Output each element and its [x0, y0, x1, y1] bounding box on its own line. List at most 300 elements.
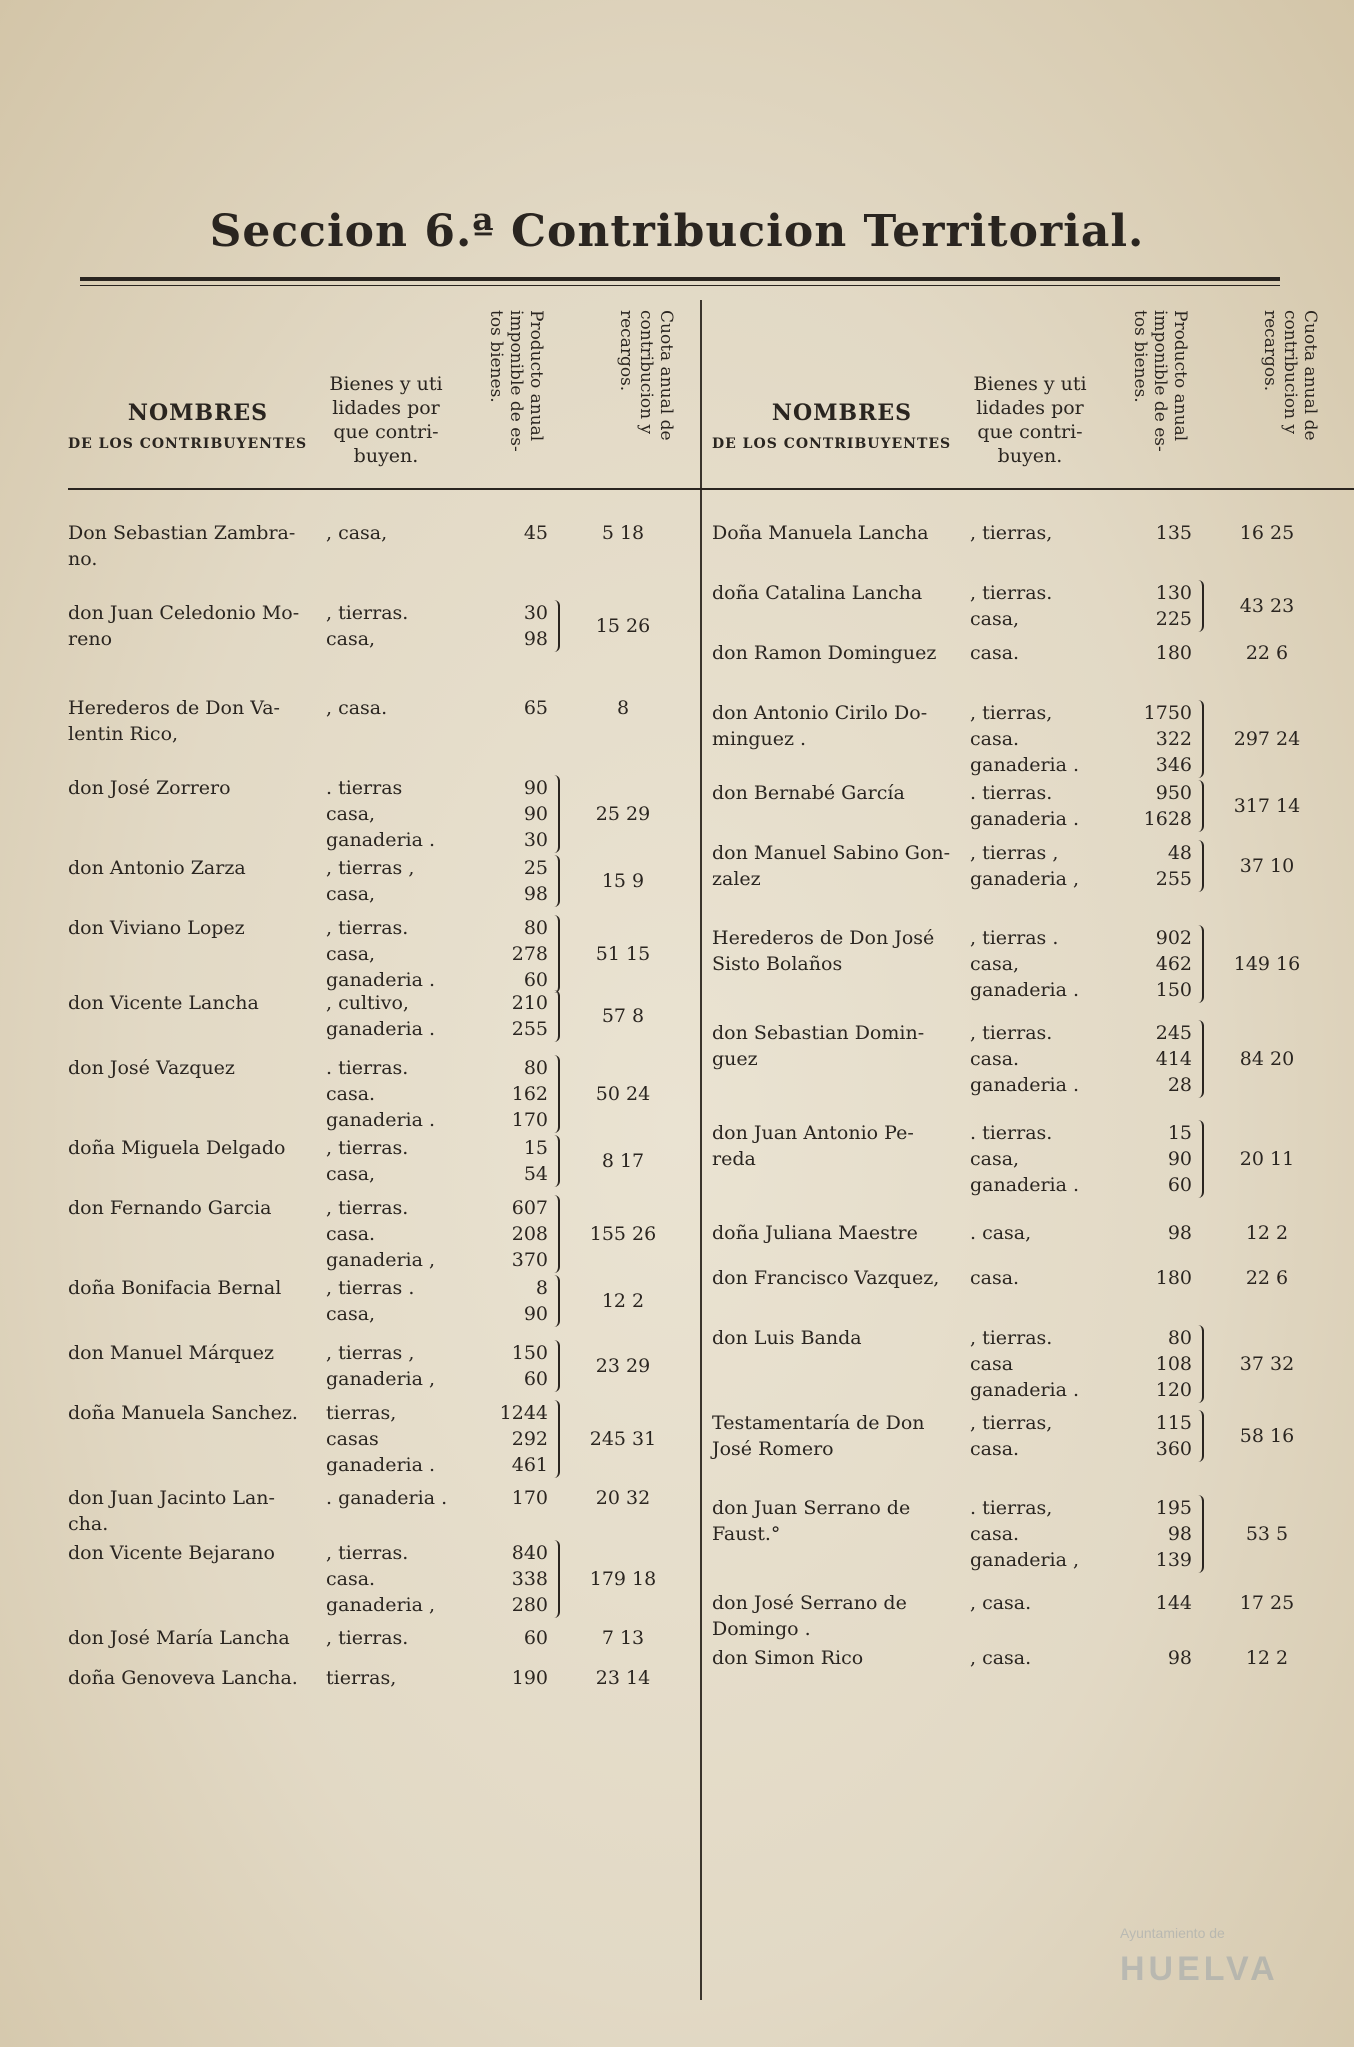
product-values: [498, 990, 548, 1042]
quota-value: 12 2: [601, 1290, 645, 1312]
property-item: , tierras.: [326, 1137, 409, 1159]
brace: [552, 600, 560, 652]
product-value: 280: [511, 1594, 548, 1616]
product-values: [498, 520, 548, 546]
property-item: , tierras.: [326, 917, 409, 939]
product-value: 950: [1155, 782, 1192, 804]
contributor-name: don Juan Celedonio Mo- reno: [68, 602, 300, 650]
property-item: , cultivo,: [326, 992, 409, 1014]
product-value: 278: [511, 943, 548, 965]
product-values: [498, 1540, 548, 1618]
quota-value: 84 20: [1239, 1048, 1295, 1070]
product-values: [1142, 1410, 1192, 1462]
product-value: 80: [523, 917, 548, 939]
property-item: ganaderia .: [970, 1074, 1080, 1096]
quota-value: 15 26: [595, 615, 651, 637]
quota-value: 57 8: [601, 1005, 645, 1027]
contributor-name: don Sebastian Domin- guez: [712, 1022, 925, 1070]
product-value: 98: [523, 628, 548, 650]
property-item: , tierras.: [970, 1022, 1053, 1044]
property-item: . ganaderia .: [326, 1487, 448, 1509]
property-item: casa.: [326, 1223, 376, 1245]
contributor-name: don José María Lancha: [68, 1627, 290, 1649]
product-value: 462: [1155, 953, 1192, 975]
product-values: [1142, 1645, 1192, 1671]
property-item: ganaderia .: [326, 829, 436, 851]
contributor-name: don José Zorrero: [68, 777, 231, 799]
product-value: 210: [511, 992, 548, 1014]
property-item: ganaderia ,: [326, 1249, 436, 1271]
property-item: casa.: [970, 642, 1020, 664]
property-item: casa,: [326, 803, 376, 825]
property-item: , casa.: [970, 1592, 1032, 1614]
property-item: casa.: [326, 1568, 376, 1590]
property-item: . casa,: [970, 1222, 1032, 1244]
property-list: [326, 1195, 466, 1273]
contributor-name: Herederos de Don José Sisto Bolaños: [712, 927, 935, 975]
product-value: 60: [523, 969, 548, 991]
product-values: [498, 1275, 548, 1327]
property-item: . tierras.: [970, 782, 1053, 804]
product-values: [1142, 1265, 1192, 1291]
product-values: [1142, 580, 1192, 632]
product-value: 15: [523, 1137, 548, 1159]
product-values: [498, 695, 548, 721]
property-item: casa.: [970, 1523, 1020, 1545]
property-item: , tierras.: [326, 1627, 409, 1649]
product-value: 25: [523, 857, 548, 879]
product-value: 80: [523, 1057, 548, 1079]
property-list: [970, 1325, 1110, 1403]
brace: [552, 915, 560, 993]
product-value: 360: [1155, 1438, 1192, 1460]
product-values: [1142, 700, 1192, 778]
table-header: [712, 300, 1330, 476]
contributor-name: don Ramon Dominguez: [712, 642, 937, 664]
property-item: casa.: [326, 1083, 376, 1105]
cuota-header: Cuota anual de contribucion y recargos.: [616, 310, 676, 441]
product-value: 840: [511, 1542, 548, 1564]
product-values: [1142, 780, 1192, 832]
property-item: , tierras ,: [326, 857, 415, 879]
names-header: [68, 400, 328, 452]
quota-value: 20 32: [595, 1487, 651, 1509]
property-item: , tierras.: [970, 1327, 1053, 1349]
property-list: [970, 1020, 1110, 1098]
brace: [552, 1275, 560, 1327]
property-list: [970, 925, 1110, 1003]
property-item: casa,: [970, 608, 1020, 630]
watermark-logo-text: HUELVA: [1120, 1950, 1279, 1988]
product-values: [1142, 1020, 1192, 1098]
property-list: [326, 855, 466, 907]
contributor-name: don Juan Serrano de Faust.°: [712, 1497, 911, 1545]
property-item: ganaderia .: [326, 1018, 436, 1040]
contributor-name: Testamentaría de Don José Romero: [712, 1412, 925, 1460]
product-value: 150: [1155, 979, 1192, 1001]
property-item: , tierras ,: [326, 1342, 415, 1364]
contributor-name: don Antonio Zarza: [68, 857, 246, 879]
brace: [1196, 700, 1204, 778]
property-item: casa: [970, 1353, 1014, 1375]
product-value: 255: [1155, 868, 1192, 890]
property-item: casa.: [970, 1438, 1020, 1460]
names-header-small: DE LOS CONTRIBUYENTES: [712, 436, 952, 452]
quota-value: 23 14: [595, 1667, 651, 1689]
title-rule: [80, 277, 1280, 281]
product-value: 607: [511, 1197, 548, 1219]
column-divider: [700, 300, 702, 2000]
product-values: [1142, 640, 1192, 666]
quota-value: 37 10: [1239, 855, 1295, 877]
product-value: 225: [1155, 608, 1192, 630]
property-item: tierras,: [326, 1402, 397, 1424]
product-values: [498, 775, 548, 853]
product-value: 60: [1167, 1174, 1192, 1196]
property-item: ganaderia .: [970, 1174, 1080, 1196]
property-list: [326, 990, 466, 1042]
property-item: ganaderia .: [970, 808, 1080, 830]
property-item: ganaderia .: [326, 1454, 436, 1476]
property-item: casa,: [970, 953, 1020, 975]
property-item: , tierras.: [326, 1197, 409, 1219]
contributor-name: doña Bonifacia Bernal: [68, 1277, 282, 1299]
quota-value: 22 6: [1245, 642, 1289, 664]
cuota-header: Cuota anual de contribucion y recargos.: [1260, 310, 1320, 441]
property-item: ganaderia .: [326, 1109, 436, 1131]
property-list: [326, 1665, 466, 1691]
property-list: [326, 775, 466, 853]
quota-value: 179 18: [589, 1568, 657, 1590]
contributor-name: doña Manuela Sanchez.: [68, 1402, 298, 1424]
brace: [1196, 780, 1204, 832]
property-list: [970, 640, 1110, 666]
product-value: 120: [1155, 1379, 1192, 1401]
property-list: [326, 1340, 466, 1392]
quota-value: 149 16: [1233, 953, 1301, 975]
quota-value: 50 24: [595, 1083, 651, 1105]
property-item: , tierras ,: [970, 842, 1059, 864]
product-value: 98: [523, 883, 548, 905]
product-value: 130: [1155, 582, 1192, 604]
bienes-header: Bienes y uti lidades por que contri- buyen.: [329, 373, 443, 467]
contributor-name: doña Genoveva Lancha.: [68, 1667, 298, 1689]
property-list: [970, 700, 1110, 778]
property-item: , casa.: [970, 1647, 1032, 1669]
property-item: tierras,: [326, 1667, 397, 1689]
quota-value: 17 25: [1239, 1592, 1295, 1614]
property-list: [970, 840, 1110, 892]
quota-value: 16 25: [1239, 522, 1295, 544]
product-values: [498, 1135, 548, 1187]
property-item: , tierras,: [970, 702, 1053, 724]
quota-value: 37 32: [1239, 1353, 1295, 1375]
contributor-name: don Juan Antonio Pe- reda: [712, 1122, 914, 1170]
title-rule-thin: [80, 285, 1280, 286]
left-column: [68, 300, 686, 2000]
product-values: [498, 600, 548, 652]
contributor-name: don Manuel Márquez: [68, 1342, 275, 1364]
property-item: casa,: [326, 943, 376, 965]
property-item: ganaderia .: [970, 754, 1080, 776]
brace: [1196, 1020, 1204, 1098]
product-value: 65: [523, 697, 548, 719]
contributor-name: don Antonio Cirilo Do- minguez .: [712, 702, 928, 750]
property-item: , casa.: [326, 697, 388, 719]
property-item: . tierras.: [326, 1057, 409, 1079]
quota-value: 43 23: [1239, 595, 1295, 617]
product-value: 255: [511, 1018, 548, 1040]
product-value: 322: [1155, 728, 1192, 750]
brace: [1196, 925, 1204, 1003]
section-title: Seccion 6.ª Contribucion Territorial.: [209, 206, 1145, 257]
property-list: [326, 1485, 466, 1511]
brace: [1196, 840, 1204, 892]
product-value: 346: [1155, 754, 1192, 776]
brace: [552, 1195, 560, 1273]
property-item: ganaderia ,: [970, 1549, 1080, 1571]
property-item: , tierras,: [970, 1412, 1053, 1434]
property-item: , tierras .: [970, 927, 1059, 949]
product-value: 370: [511, 1249, 548, 1271]
quota-value: 317 14: [1233, 795, 1301, 817]
quota-value: 58 16: [1239, 1425, 1295, 1447]
product-value: 162: [511, 1083, 548, 1105]
property-item: casa.: [970, 728, 1020, 750]
product-values: [1142, 1120, 1192, 1198]
property-item: casa,: [326, 1163, 376, 1185]
product-values: [498, 1665, 548, 1691]
product-value: 292: [511, 1428, 548, 1450]
product-value: 180: [1155, 1267, 1192, 1289]
property-item: casa.: [970, 1267, 1020, 1289]
product-value: 30: [523, 829, 548, 851]
product-value: 414: [1155, 1048, 1192, 1070]
brace: [552, 1340, 560, 1392]
watermark-subtext: Ayuntamiento de: [1120, 1925, 1225, 1941]
property-list: [326, 1055, 466, 1133]
quota-value: 297 24: [1233, 728, 1301, 750]
product-value: 195: [1155, 1497, 1192, 1519]
product-value: 338: [511, 1568, 548, 1590]
product-values: [498, 1400, 548, 1478]
quota-value: 5 18: [601, 522, 645, 544]
brace: [552, 1540, 560, 1618]
product-value: 60: [523, 1627, 548, 1649]
product-value: 98: [1167, 1222, 1192, 1244]
product-value: 8: [535, 1277, 548, 1299]
product-value: 90: [523, 803, 548, 825]
property-list: [326, 600, 466, 652]
table-header: [68, 300, 686, 476]
contributor-name: don José Vazquez: [68, 1057, 235, 1079]
property-item: . tierras.: [970, 1122, 1053, 1144]
property-item: , tierras.: [326, 602, 409, 624]
property-item: , tierras .: [326, 1277, 415, 1299]
product-value: 90: [1167, 1148, 1192, 1170]
contributor-name: don Vicente Bejarano: [68, 1542, 275, 1564]
contributor-name: don Manuel Sabino Gon- zalez: [712, 842, 951, 890]
product-value: 115: [1155, 1412, 1192, 1434]
quota-value: 7 13: [601, 1627, 645, 1649]
property-item: . tierras: [326, 777, 403, 799]
property-item: casa,: [326, 883, 376, 905]
quota-value: 15 9: [601, 870, 645, 892]
property-list: [326, 1275, 466, 1327]
product-value: 245: [1155, 1022, 1192, 1044]
property-item: casas: [326, 1428, 379, 1450]
product-values: [498, 855, 548, 907]
product-value: 1244: [499, 1402, 548, 1424]
contributor-name: don Bernabé García: [712, 782, 905, 804]
quota-value: 8 17: [601, 1150, 645, 1172]
product-values: [1142, 1590, 1192, 1616]
brace: [1196, 1325, 1204, 1403]
product-values: [1142, 1325, 1192, 1403]
right-column: [712, 300, 1330, 2000]
product-value: 48: [1167, 842, 1192, 864]
contributor-name: don José Serrano de Domingo .: [712, 1592, 907, 1640]
producto-header: Producto anual imponible de es- tos bienes.: [486, 310, 546, 452]
producto-header: Producto anual imponible de es- tos bienes.: [1130, 310, 1190, 452]
property-item: ganaderia ,: [326, 1368, 436, 1390]
property-list: [970, 1495, 1110, 1573]
product-value: 208: [511, 1223, 548, 1245]
product-value: 98: [1167, 1647, 1192, 1669]
property-item: , casa,: [326, 522, 388, 544]
contributor-name: don Viviano Lopez: [68, 917, 245, 939]
quota-value: 8: [616, 697, 630, 719]
brace: [1196, 580, 1204, 632]
product-value: 45: [523, 522, 548, 544]
product-value: 180: [1155, 642, 1192, 664]
contributor-name: doña Miguela Delgado: [68, 1137, 286, 1159]
contributor-name: Don Sebastian Zambra- no.: [68, 522, 296, 570]
property-list: [970, 1120, 1110, 1198]
product-value: 1750: [1143, 702, 1192, 724]
property-list: [326, 1400, 466, 1478]
quota-value: 25 29: [595, 803, 651, 825]
contributor-name: doña Catalina Lancha: [712, 582, 923, 604]
property-item: . tierras,: [970, 1497, 1053, 1519]
product-value: 15: [1167, 1122, 1192, 1144]
contributor-name: don Fernando Garcia: [68, 1197, 272, 1219]
contributor-name: don Francisco Vazquez,: [712, 1267, 940, 1289]
brace: [552, 1400, 560, 1478]
product-value: 135: [1155, 522, 1192, 544]
property-list: [970, 580, 1110, 632]
property-item: ganaderia .: [970, 1379, 1080, 1401]
quota-value: 53 5: [1245, 1523, 1289, 1545]
product-value: 98: [1167, 1523, 1192, 1545]
bienes-header: Bienes y uti lidades por que contri- buyen.: [973, 373, 1087, 467]
property-list: [326, 1625, 466, 1651]
quota-value: 155 26: [589, 1223, 657, 1245]
product-value: 170: [511, 1487, 548, 1509]
quota-value: 51 15: [595, 943, 651, 965]
product-value: 150: [511, 1342, 548, 1364]
names-header-big: NOMBRES: [127, 400, 269, 426]
property-list: [326, 1540, 466, 1618]
names-header-small: DE LOS CONTRIBUYENTES: [68, 436, 308, 452]
product-value: 170: [511, 1109, 548, 1131]
brace: [552, 1135, 560, 1187]
names-header-big: NOMBRES: [771, 400, 913, 426]
property-list: [970, 1590, 1110, 1616]
quota-value: 20 11: [1239, 1148, 1295, 1170]
property-item: , tierras,: [970, 522, 1053, 544]
property-list: [970, 1265, 1110, 1291]
property-item: ganaderia .: [326, 969, 436, 991]
product-values: [1142, 1495, 1192, 1573]
property-item: ganaderia ,: [326, 1594, 436, 1616]
property-list: [970, 1645, 1110, 1671]
property-item: , tierras.: [326, 1542, 409, 1564]
property-list: [326, 1135, 466, 1187]
product-values: [1142, 520, 1192, 546]
property-item: ganaderia ,: [970, 868, 1080, 890]
property-list: [326, 915, 466, 993]
product-value: 144: [1155, 1592, 1192, 1614]
product-value: 90: [523, 777, 548, 799]
header-rule: [68, 488, 718, 490]
product-value: 54: [523, 1163, 548, 1185]
product-value: 90: [523, 1303, 548, 1325]
property-list: [970, 1220, 1110, 1246]
property-item: ganaderia .: [970, 979, 1080, 1001]
product-value: 30: [523, 602, 548, 624]
brace: [552, 855, 560, 907]
product-value: 28: [1167, 1074, 1192, 1096]
contributor-name: Doña Manuela Lancha: [712, 522, 929, 544]
contributor-name: don Juan Jacinto Lan- cha.: [68, 1487, 275, 1535]
product-values: [498, 1485, 548, 1511]
product-value: 1628: [1143, 808, 1192, 830]
property-item: casa,: [326, 1303, 376, 1325]
property-list: [970, 520, 1110, 546]
property-list: [970, 1410, 1110, 1462]
product-value: 461: [511, 1454, 548, 1476]
quota-value: 12 2: [1245, 1647, 1289, 1669]
product-value: 80: [1167, 1327, 1192, 1349]
product-values: [498, 1340, 548, 1392]
product-value: 108: [1155, 1353, 1192, 1375]
brace: [1196, 1410, 1204, 1462]
names-header: [712, 400, 972, 452]
product-value: 190: [511, 1667, 548, 1689]
property-item: casa,: [326, 628, 376, 650]
property-item: casa,: [970, 1148, 1020, 1170]
property-item: , tierras.: [970, 582, 1053, 604]
product-values: [498, 1195, 548, 1273]
brace: [1196, 1120, 1204, 1198]
product-values: [498, 915, 548, 993]
quota-value: 12 2: [1245, 1222, 1289, 1244]
contributor-name: doña Juliana Maestre: [712, 1222, 918, 1244]
property-item: casa.: [970, 1048, 1020, 1070]
product-value: 139: [1155, 1549, 1192, 1571]
property-list: [326, 695, 466, 721]
property-list: [326, 520, 466, 546]
contributor-name: don Simon Rico: [712, 1647, 864, 1669]
product-value: 60: [523, 1368, 548, 1390]
product-values: [1142, 925, 1192, 1003]
quota-value: 245 31: [589, 1428, 657, 1450]
header-rule: [712, 488, 1354, 490]
product-values: [498, 1055, 548, 1133]
product-values: [1142, 840, 1192, 892]
product-values: [498, 1625, 548, 1651]
